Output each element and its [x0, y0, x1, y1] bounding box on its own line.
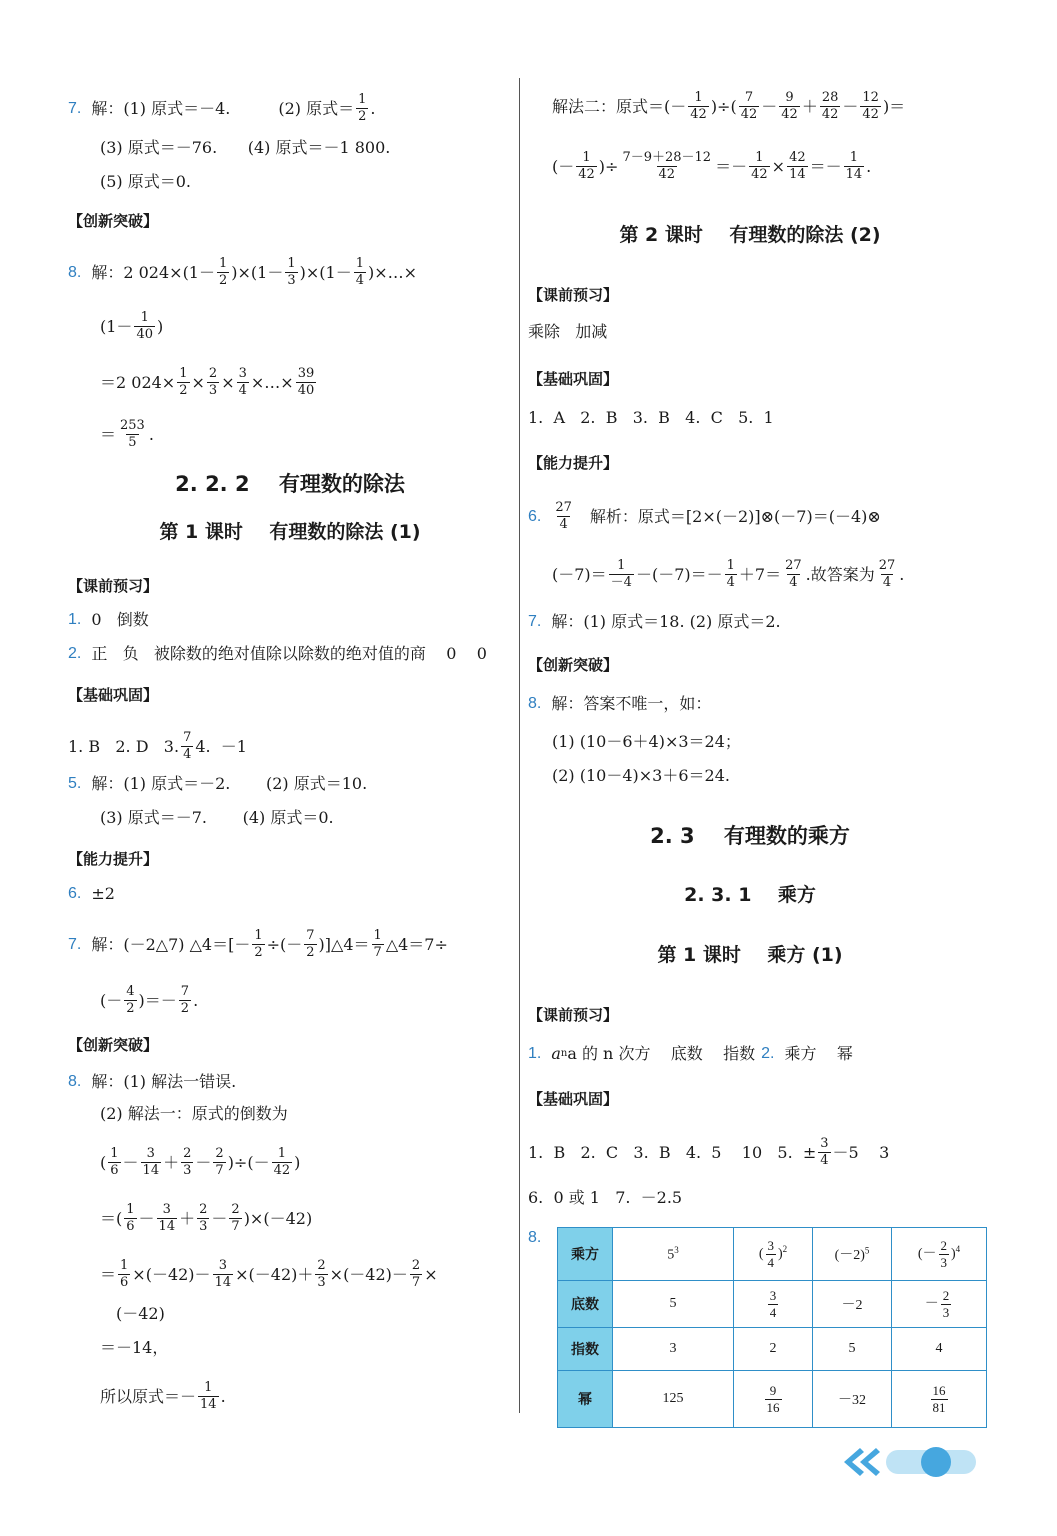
table-row: 乘方 $5^3$ ( $\frac{3}{4}$ )$^2$ $(-2)^5$ (－ $\frac{2}{3}$ )$^4$: [558, 1228, 987, 1281]
section-label: 【课前预习】: [68, 577, 159, 595]
list-item: (2) (10－4)×3＋6＝24.: [552, 766, 730, 785]
section-label: 【能力提升】: [68, 850, 159, 868]
column-divider: [519, 78, 520, 1413]
math-line: (－ $\frac{1}{42}$ )÷ $\frac{7-9+28-12}{42}$ ＝－ $\frac{1}{42}$ × $\frac{42}{14}$ ＝－ $\frac{1}{14}$ .: [552, 150, 872, 182]
list-item: 6. $\frac{27}{4}$ 解析：原式＝[2×(－2)]⊗(－7)＝(－4)⊗: [528, 500, 881, 532]
list-item: 1. A 2. B 3. B 4. C 5. 1: [528, 408, 774, 427]
list-item: (－ $\frac{4}{2}$ )＝－ $\frac{7}{2}$ .: [100, 984, 199, 1016]
section-label: 【创新突破】: [68, 1036, 159, 1054]
q-num: 7.: [68, 99, 82, 117]
section-label: 【能力提升】: [528, 454, 619, 472]
section-label: 【基础巩固】: [528, 1090, 619, 1108]
q8-line2: (1－ $\frac{1}{40}$ ): [100, 310, 164, 342]
math-line: ＝ $\frac{1}{6}$ ×(－42)－ $\frac{3}{14}$ ×(－42)＋ $\frac{2}{3}$ ×(－42)－ $\frac{2}{7}$ ×: [100, 1258, 438, 1290]
math-line: ＝－14，: [100, 1338, 169, 1357]
section-label: 【基础巩固】: [68, 686, 159, 704]
section-label: 【创新突破】: [68, 212, 159, 230]
q7-line2: (3) 原式＝－76. (4) 原式＝－1 800.: [100, 138, 391, 157]
list-item: (3) 原式＝－7. (4) 原式＝0.: [100, 808, 334, 827]
section-label: 【课前预习】: [528, 1006, 619, 1024]
section-label: 【创新突破】: [528, 656, 619, 674]
table-row: 底数 5 $\frac{3}{4}$ －2 － $\frac{2}{3}$: [558, 1281, 987, 1328]
q7-line3: (5) 原式＝0.: [100, 172, 192, 191]
list-item: 1. B 2. C 3. B 4. 5 10 5. ± $\frac{3}{4}$ －5 3: [528, 1136, 890, 1168]
section-heading: 2. 2. 2 有理数的除法: [175, 472, 405, 496]
math-line: 所以原式＝－ $\frac{1}{14}$ .: [100, 1380, 226, 1412]
q8-line1: 8. 解：2 024× (1－ $\frac{1}{2}$ )×(1－ $\frac{1}{3}$ )×(1－ $\frac{1}{4}$ )×…×: [68, 256, 418, 288]
lesson-heading: 第 2 课时 有理数的除法 (2): [619, 224, 881, 246]
section-heading: 2. 3 有理数的乘方: [650, 824, 850, 848]
list-item: 6. ±2: [68, 884, 115, 903]
section-label: 【基础巩固】: [528, 370, 619, 388]
q7-line1: 7. 解：(1) 原式＝－4. (2) 原式＝ $\frac{1}{2}$ .: [68, 92, 376, 124]
list-item: (－7)＝ $\frac{1}{-4}$ －(－7)＝－ $\frac{1}{4}$ ＋7＝ $\frac{27}{4}$ . 故答案为 $\frac{27}{4}$ .: [552, 558, 905, 590]
list-item: 8. 解：(1) 解法一错误.: [68, 1072, 237, 1091]
list-item: 5. 解：(1) 原式＝－2. (2) 原式＝10.: [68, 774, 368, 793]
list-item: 8. 解：答案不唯一，如：: [528, 694, 712, 713]
math-line: (－42): [116, 1304, 165, 1323]
table-row: 指数 3 2 5 4: [558, 1328, 987, 1371]
lesson-heading: 第 1 课时 乘方 (1): [657, 944, 843, 966]
list-item: 1. 0 倒数: [68, 610, 149, 629]
lesson-heading: 第 1 课时 有理数的除法 (1): [159, 521, 421, 543]
table-number: 8.: [528, 1229, 542, 1246]
section-heading: 2. 3. 1 乘方: [684, 884, 816, 906]
fraction: $\frac{1}{2}$: [358, 92, 367, 124]
math-line: ( $\frac{1}{6}$ － $\frac{3}{14}$ ＋ $\frac{2}{3}$ － $\frac{2}{7}$ )÷(－ $\frac{1}{42}$ ): [100, 1146, 301, 1178]
math-line: ＝( $\frac{1}{6}$ － $\frac{3}{14}$ ＋ $\frac{2}{3}$ － $\frac{2}{7}$ )×(－42): [100, 1202, 313, 1234]
list-item: 1. a n a 的 n 次方 底数 指数 2. 乘方 幂: [528, 1044, 853, 1063]
list-item: (1) (10－6＋4)×3＝24；: [552, 732, 741, 751]
math-line: 解法二：原式＝ (－ $\frac{1}{42}$ )÷( $\frac{7}{42}$ － $\frac{9}{42}$ ＋ $\frac{28}{42}$ － $\frac{12}{42}$ )＝: [552, 90, 906, 122]
list-item: (2) 解法一：原式的倒数为: [100, 1104, 288, 1123]
list-item: 6. 0 或 1 7. －2.5: [528, 1188, 683, 1207]
list-item: 2. 正 负 被除数的绝对值除以除数的绝对值的商 0 0: [68, 644, 487, 663]
list-item: 1. B 2. D 3. $\frac{7}{4}$ 4. －1: [68, 730, 247, 762]
table-row: 幂 125 $\frac{9}{16}$ －32 $\frac{16}{81}$: [558, 1371, 987, 1428]
list-item: 7. 解：(－2△7) △4＝ [－ $\frac{1}{2}$ ÷(－ $\frac{7}{2}$ )]△4＝ $\frac{1}{7}$ △4＝7÷: [68, 928, 448, 960]
list-item: 乘除 加减: [528, 322, 608, 341]
section-label: 【课前预习】: [528, 286, 619, 304]
page-tab-icon: [830, 1440, 990, 1484]
list-item: 7. 解：(1) 原式＝18. (2) 原式＝2.: [528, 612, 781, 631]
q8-line3: ＝2 024× $\frac{1}{2}$ × $\frac{2}{3}$ × $\frac{3}{4}$ ×…× $\frac{39}{40}$: [100, 366, 315, 398]
q8-line4: ＝ $\frac{253}{5}$ .: [100, 418, 154, 450]
power-table: [557, 1227, 987, 1428]
